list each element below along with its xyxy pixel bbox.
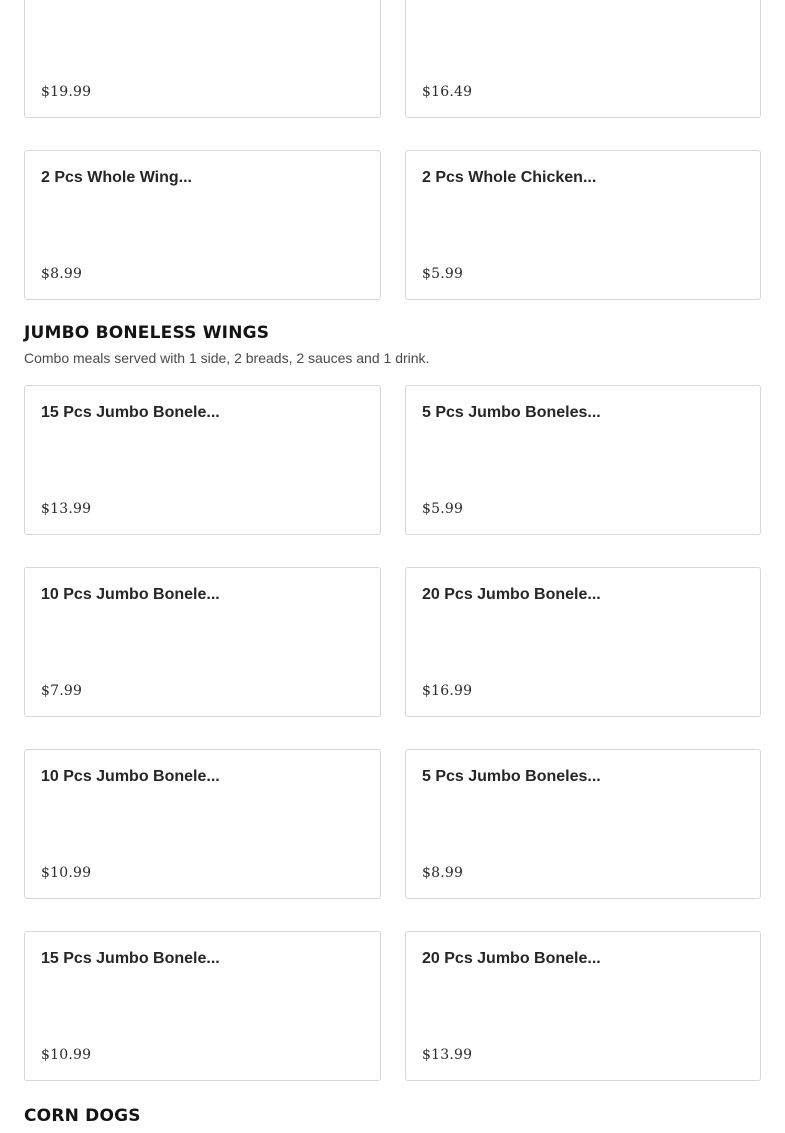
menu-row (24, 0, 761, 118)
menu-item-name: 5 Pcs Jumbo Boneles... (422, 404, 601, 421)
menu-item-price: $13.99 (41, 501, 92, 517)
menu-item-price: $13.99 (422, 1047, 473, 1063)
menu-item-name: 10 Pcs Jumbo Bonele... (41, 586, 220, 603)
menu-item-card[interactable] (405, 150, 761, 300)
menu-item-name: 2 Pcs Whole Chicken... (422, 169, 597, 186)
menu-item-card[interactable] (405, 749, 761, 899)
section-header (0, 1105, 785, 1127)
section-title: CORN DOGS (24, 1106, 141, 1126)
menu-item-name: 2 Pcs Whole Wing... (41, 169, 192, 186)
menu-item-price: $5.99 (422, 266, 464, 282)
menu-item-card[interactable] (405, 0, 761, 118)
menu-item-price: $19.99 (41, 84, 92, 100)
menu-item-card[interactable] (24, 0, 381, 118)
menu-item-card[interactable] (405, 931, 761, 1081)
menu-item-card[interactable] (405, 567, 761, 717)
menu-item-name: 15 Pcs Jumbo Bonele... (41, 404, 220, 421)
menu-item-card[interactable] (24, 150, 381, 300)
menu-item-card[interactable] (24, 385, 381, 535)
menu-item-name: 10 Pcs Jumbo Bonele... (41, 768, 220, 785)
menu-row (24, 385, 761, 535)
menu-item-price: $5.99 (422, 501, 464, 517)
section-description: Combo meals served with 1 side, 2 breads, 2 sauces and 1 drink. (24, 350, 430, 366)
menu-item-name: 20 Pcs Jumbo Bonele... (422, 586, 601, 603)
menu-item-price: $16.99 (422, 683, 473, 699)
menu-item-price: $10.99 (41, 865, 92, 881)
menu-item-name: 5 Pcs Jumbo Boneles... (422, 768, 601, 785)
menu-item-card[interactable] (24, 567, 381, 717)
jumbo-boneless-grid (0, 385, 785, 1081)
menu-row (24, 749, 761, 899)
menu-item-price: $7.99 (41, 683, 83, 699)
menu-item-price: $10.99 (41, 1047, 92, 1063)
menu-row (24, 150, 761, 300)
menu-row (24, 931, 761, 1081)
section-header (0, 322, 785, 367)
previous-section-grid (0, 0, 785, 300)
menu-item-price: $8.99 (41, 266, 83, 282)
menu-item-price: $8.99 (422, 865, 464, 881)
menu-item-card[interactable] (405, 385, 761, 535)
menu-item-name: 15 Pcs Jumbo Bonele... (41, 950, 220, 967)
menu-row (24, 567, 761, 717)
menu-item-name: 20 Pcs Jumbo Bonele... (422, 950, 601, 967)
section-title: JUMBO BONELESS WINGS (24, 323, 270, 343)
menu-item-card[interactable] (24, 749, 381, 899)
menu-item-card[interactable] (24, 931, 381, 1081)
menu-item-price: $16.49 (422, 84, 473, 100)
